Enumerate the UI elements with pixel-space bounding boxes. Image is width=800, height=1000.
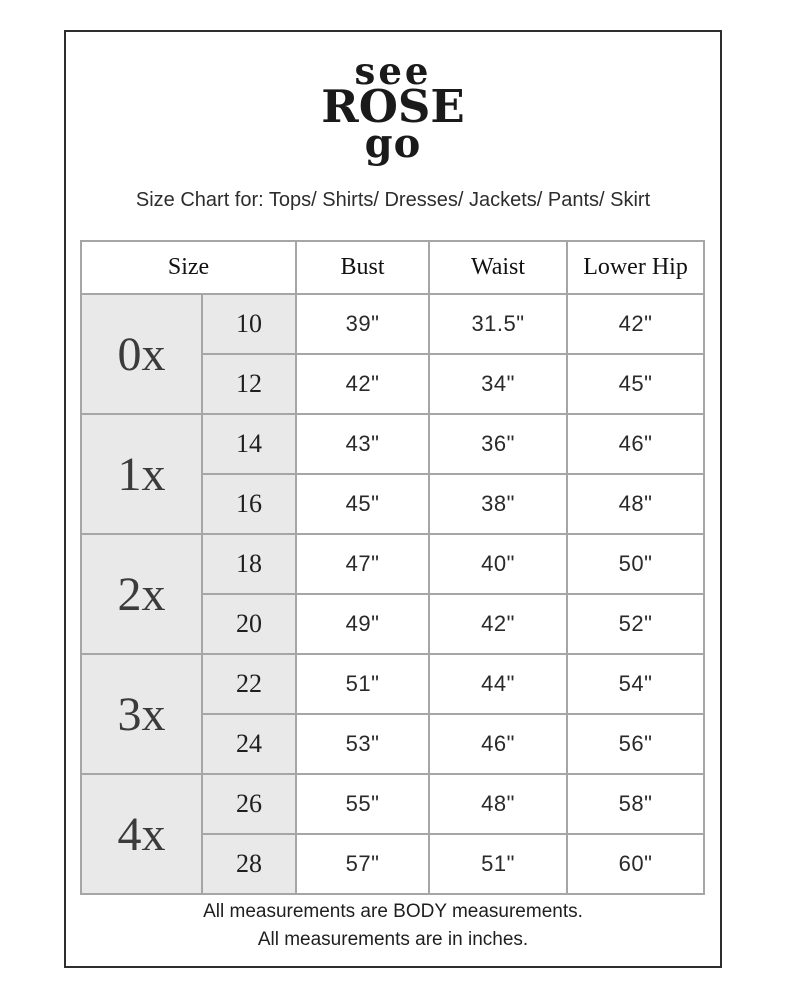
bust-value-cell: 39": [296, 294, 429, 354]
logo-text-see: see: [354, 49, 432, 93]
hip-value-cell: 56": [567, 714, 704, 774]
col-header-waist: Waist: [429, 241, 567, 294]
footer-note-body-measurements: All measurements are BODY measurements.: [203, 901, 583, 922]
waist-value-cell: 42": [429, 594, 567, 654]
logo-text-go: go: [364, 120, 422, 167]
waist-value-cell: 34": [429, 354, 567, 414]
hip-value-cell: 45": [567, 354, 704, 414]
sub-size-cell: 14: [202, 414, 296, 474]
sub-size-cell: 22: [202, 654, 296, 714]
logo-text-rose: ROSE: [321, 80, 465, 133]
bust-value-cell: 43": [296, 414, 429, 474]
hip-value-cell: 42": [567, 294, 704, 354]
waist-value-cell: 51": [429, 834, 567, 894]
header-row: [81, 241, 704, 294]
sub-size-cell: 16: [202, 474, 296, 534]
chart-title: Size Chart for: Tops/ Shirts/ Dresses/ Jackets/ Pants/ Skirt: [135, 189, 651, 211]
waist-value-cell: 44": [429, 654, 567, 714]
hip-value-cell: 48": [567, 474, 704, 534]
hip-value-cell: 54": [567, 654, 704, 714]
table-header: [81, 241, 704, 294]
size-group-cell-3x: 3x: [81, 654, 202, 774]
bust-value-cell: 45": [296, 474, 429, 534]
sub-size-cell: 20: [202, 594, 296, 654]
sub-size-cell: 28: [202, 834, 296, 894]
col-header-bust: Bust: [296, 241, 429, 294]
border-frame: [64, 30, 722, 968]
sub-size-cell: 12: [202, 354, 296, 414]
col-header-size: Size: [81, 241, 296, 294]
bust-value-cell: 53": [296, 714, 429, 774]
table-body: [81, 294, 704, 894]
col-header-lower-hip: Lower Hip: [567, 241, 704, 294]
table-row: [81, 414, 704, 474]
table-row: [81, 774, 704, 834]
size-group-cell-4x: 4x: [81, 774, 202, 894]
table-row: [81, 294, 704, 354]
footer-note-inches: All measurements are in inches.: [257, 929, 529, 950]
waist-value-cell: 36": [429, 414, 567, 474]
bust-value-cell: 57": [296, 834, 429, 894]
bust-value-cell: 51": [296, 654, 429, 714]
waist-value-cell: 40": [429, 534, 567, 594]
waist-value-cell: 48": [429, 774, 567, 834]
size-group-cell-2x: 2x: [81, 534, 202, 654]
hip-value-cell: 60": [567, 834, 704, 894]
hip-value-cell: 46": [567, 414, 704, 474]
table-row: [81, 534, 704, 594]
sub-size-cell: 26: [202, 774, 296, 834]
sub-size-cell: 18: [202, 534, 296, 594]
footer-notes: [66, 898, 720, 954]
sub-size-cell: 10: [202, 294, 296, 354]
table-row: [81, 654, 704, 714]
bust-value-cell: 47": [296, 534, 429, 594]
brand-logo: [66, 49, 720, 167]
bust-value-cell: 49": [296, 594, 429, 654]
waist-value-cell: 38": [429, 474, 567, 534]
bust-value-cell: 42": [296, 354, 429, 414]
size-group-cell-0x: 0x: [81, 294, 202, 414]
size-chart-table: [80, 240, 705, 895]
waist-value-cell: 46": [429, 714, 567, 774]
hip-value-cell: 58": [567, 774, 704, 834]
bust-value-cell: 55": [296, 774, 429, 834]
size-group-cell-1x: 1x: [81, 414, 202, 534]
hip-value-cell: 50": [567, 534, 704, 594]
waist-value-cell: 31.5": [429, 294, 567, 354]
hip-value-cell: 52": [567, 594, 704, 654]
sub-size-cell: 24: [202, 714, 296, 774]
